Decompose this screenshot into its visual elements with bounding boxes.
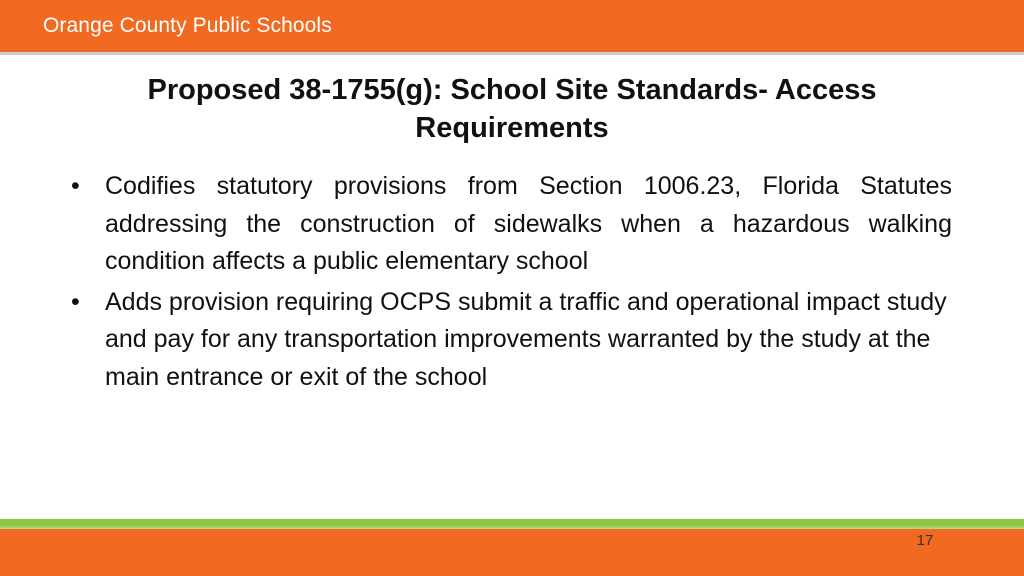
footer-bar [0,529,1024,576]
bullet-text: Codifies statutory provisions from Section 1006.23, Florida Statutes addressing the construction of sidewalks when a hazardous walking condition affects a public elementary school [105,172,952,275]
bullet-item [68,284,952,397]
footer-green-stripe [0,519,1024,529]
bullet-text: Adds provision requiring OCPS submit a traffic and operational impact study and pay for any transportation improvements warranted by the study at the main entrance or exit of the school [105,287,947,391]
bullet-list [68,168,952,399]
bullet-item [68,168,952,281]
header-bar [0,0,1024,52]
bullet-marker: • [71,172,80,200]
bullet-marker: • [71,287,80,316]
organization-name: Orange County Public Schools [43,14,332,37]
slide-title: Proposed 38-1755(g): School Site Standards- Access Requirements [147,74,877,144]
header-divider [0,52,1024,55]
page-number: 17 [916,532,934,549]
